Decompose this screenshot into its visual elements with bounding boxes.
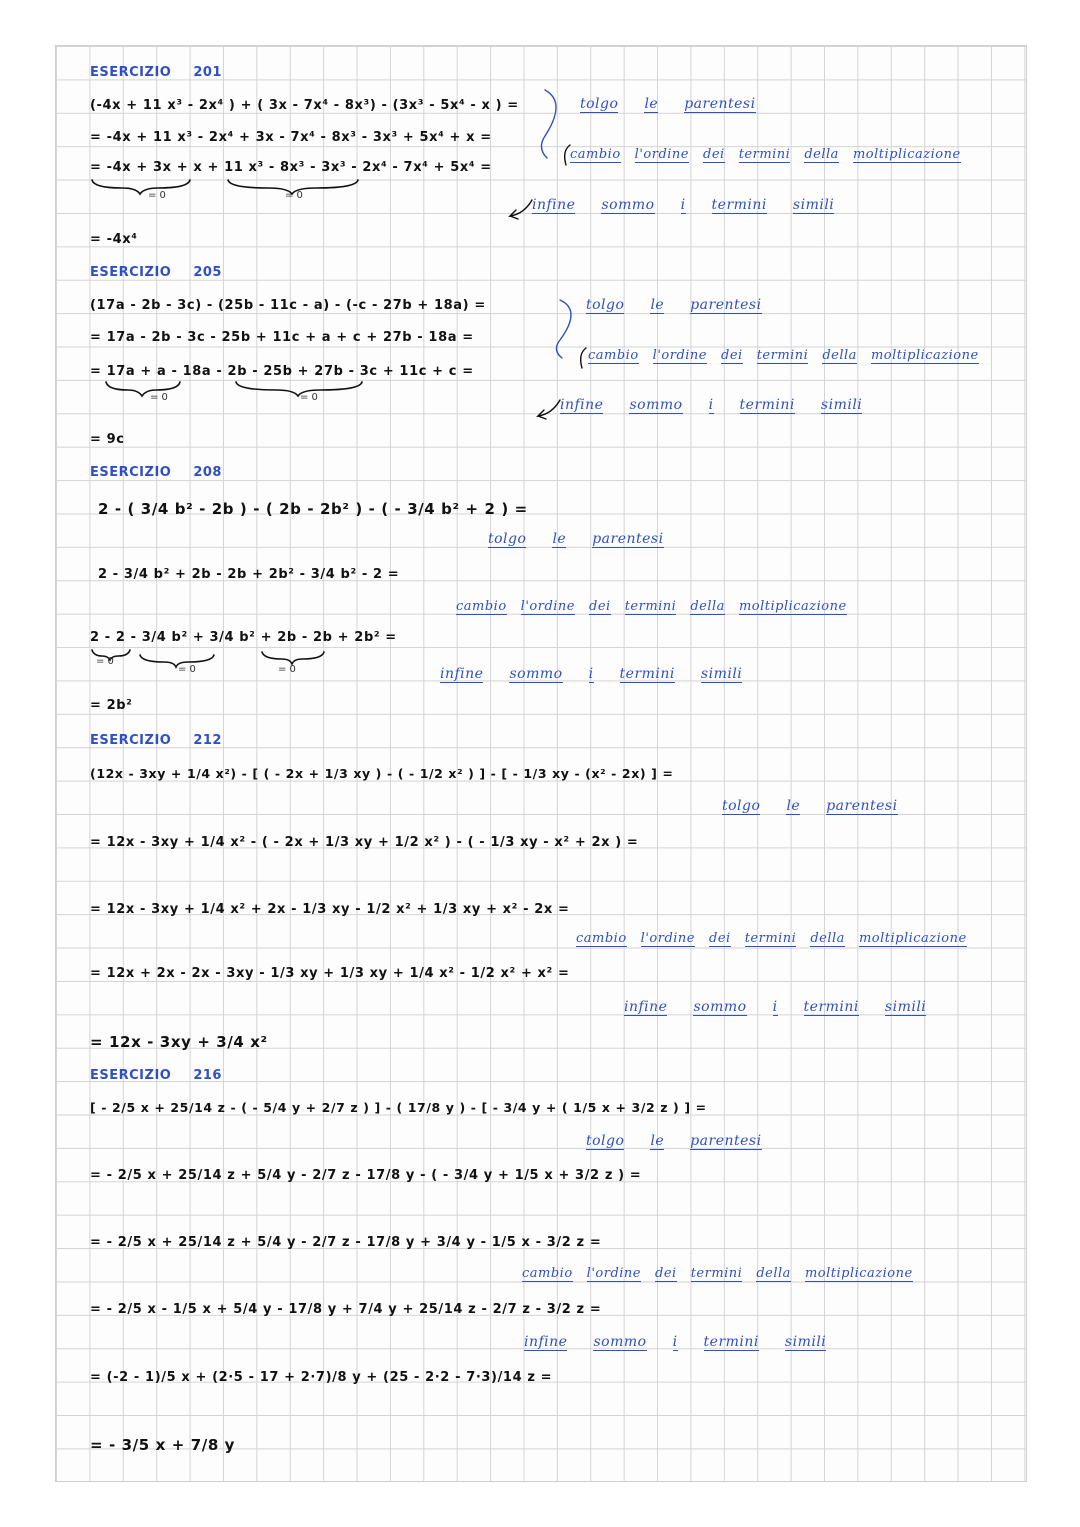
- ex216-line-4: = - 2/5 x - 1/5 x + 5/4 y - 17/8 y + 7/4 y + 25/14 z - 2/7 z - 3/2 z =: [90, 1302, 602, 1317]
- ex201-line-2: = -4x + 11 x³ - 2x⁴ + 3x - 7x⁴ - 8x³ - 3x³ + 5x⁴ + x =: [90, 130, 492, 145]
- ex216-note-reorder: cambio l'ordine dei termini della moltiplicazione: [522, 1266, 913, 1281]
- ex216-result: = - 3/5 x + 7/8 y: [90, 1436, 236, 1454]
- ex212-note-sum: infine sommo i termini simili: [624, 999, 927, 1015]
- ex201-line-1: (-4x + 11 x³ - 2x⁴ ) + ( 3x - 7x⁴ - 8x³) - (3x³ - 5x⁴ - x ) =: [90, 98, 519, 113]
- ex212-line-3: = 12x - 3xy + 1/4 x² + 2x - 1/3 xy - 1/2 x² + 1/3 xy + x² - 2x =: [90, 902, 570, 917]
- ex212-note-reorder: cambio l'ordine dei termini della moltiplicazione: [576, 931, 967, 946]
- ex208-zero-2: = 0: [178, 664, 196, 675]
- ex201-note-sum: infine sommo i termini simili: [532, 197, 835, 213]
- ex205-line-2: = 17a - 2b - 3c - 25b + 11c + a + c + 27b - 18a =: [90, 330, 474, 345]
- ex212-result: = 12x - 3xy + 3/4 x²: [90, 1033, 268, 1051]
- ex208-zero-1: = 0: [96, 656, 114, 667]
- ex216-note-remove: tolgo le parentesi: [586, 1133, 762, 1149]
- ex201-note-remove: tolgo le parentesi: [580, 96, 756, 112]
- exercise-212-heading: ESERCIZIO 212: [90, 733, 222, 748]
- ex216-line-3: = - 2/5 x + 25/14 z + 5/4 y - 2/7 z - 17/8 y + 3/4 y - 1/5 x - 3/2 z =: [90, 1235, 602, 1250]
- ex216-line-5: = (-2 - 1)/5 x + (2·5 - 17 + 2·7)/8 y + (25 - 2·2 - 7·3)/14 z =: [90, 1370, 553, 1385]
- ex212-line-2: = 12x - 3xy + 1/4 x² - ( - 2x + 1/3 xy + 1/2 x² ) - ( - 1/3 xy - x² + 2x ) =: [90, 835, 639, 850]
- ex216-line-1: [ - 2/5 x + 25/14 z - ( - 5/4 y + 2/7 z ) ] - ( 17/8 y ) - [ - 3/4 y + ( 1/5 x + 3/2 z ) ] =: [90, 1100, 707, 1115]
- ex205-zero-1: = 0: [150, 392, 168, 403]
- ex205-note-sum: infine sommo i termini simili: [560, 397, 863, 413]
- ex201-zero-1: = 0: [148, 190, 166, 201]
- ex208-note-remove: tolgo le parentesi: [488, 531, 664, 547]
- ex208-line-2: 2 - 3/4 b² + 2b - 2b + 2b² - 3/4 b² - 2 =: [98, 567, 400, 582]
- ex201-result: = -4x⁴: [90, 232, 138, 247]
- ex208-zero-3: = 0: [278, 664, 296, 675]
- ex216-line-2: = - 2/5 x + 25/14 z + 5/4 y - 2/7 z - 17/8 y - ( - 3/4 y + 1/5 x + 3/2 z ) =: [90, 1168, 642, 1183]
- exercise-208-heading: ESERCIZIO 208: [90, 465, 222, 480]
- exercise-201-heading: ESERCIZIO 201: [90, 65, 222, 80]
- ex201-note-reorder: cambio l'ordine dei termini della moltiplicazione: [570, 147, 961, 162]
- ex208-line-3: 2 - 2 - 3/4 b² + 3/4 b² + 2b - 2b + 2b² =: [90, 630, 397, 645]
- ex205-note-remove: tolgo le parentesi: [586, 297, 762, 313]
- ex208-note-reorder: cambio l'ordine dei termini della moltiplicazione: [456, 599, 847, 614]
- ex216-note-sum: infine sommo i termini simili: [524, 1334, 827, 1350]
- ex205-zero-2: = 0: [300, 392, 318, 403]
- ex212-note-remove: tolgo le parentesi: [722, 798, 898, 814]
- ex208-line-1: 2 - ( 3/4 b² - 2b ) - ( 2b - 2b² ) - ( - 3/4 b² + 2 ) =: [98, 500, 528, 518]
- ex201-line-3: = -4x + 3x + x + 11 x³ - 8x³ - 3x³ - 2x⁴ - 7x⁴ + 5x⁴ =: [90, 160, 492, 175]
- ex205-result: = 9c: [90, 432, 125, 447]
- exercise-205-heading: ESERCIZIO 205: [90, 265, 222, 280]
- ex212-line-4: = 12x + 2x - 2x - 3xy - 1/3 xy + 1/3 xy + 1/4 x² - 1/2 x² + x² =: [90, 966, 570, 981]
- ex205-note-reorder: cambio l'ordine dei termini della moltiplicazione: [588, 348, 979, 363]
- ex205-line-1: (17a - 2b - 3c) - (25b - 11c - a) - (-c - 27b + 18a) =: [90, 298, 486, 313]
- ex201-zero-2: = 0: [285, 190, 303, 201]
- ex205-line-3: = 17a + a - 18a - 2b - 25b + 27b - 3c + 11c + c =: [90, 364, 474, 379]
- ex208-note-sum: infine sommo i termini simili: [440, 666, 743, 682]
- ex212-line-1: (12x - 3xy + 1/4 x²) - [ ( - 2x + 1/3 xy ) - ( - 1/2 x² ) ] - [ - 1/3 xy - (x² - 2x) ] =: [90, 766, 674, 781]
- exercise-216-heading: ESERCIZIO 216: [90, 1068, 222, 1083]
- ex208-result: = 2b²: [90, 698, 133, 713]
